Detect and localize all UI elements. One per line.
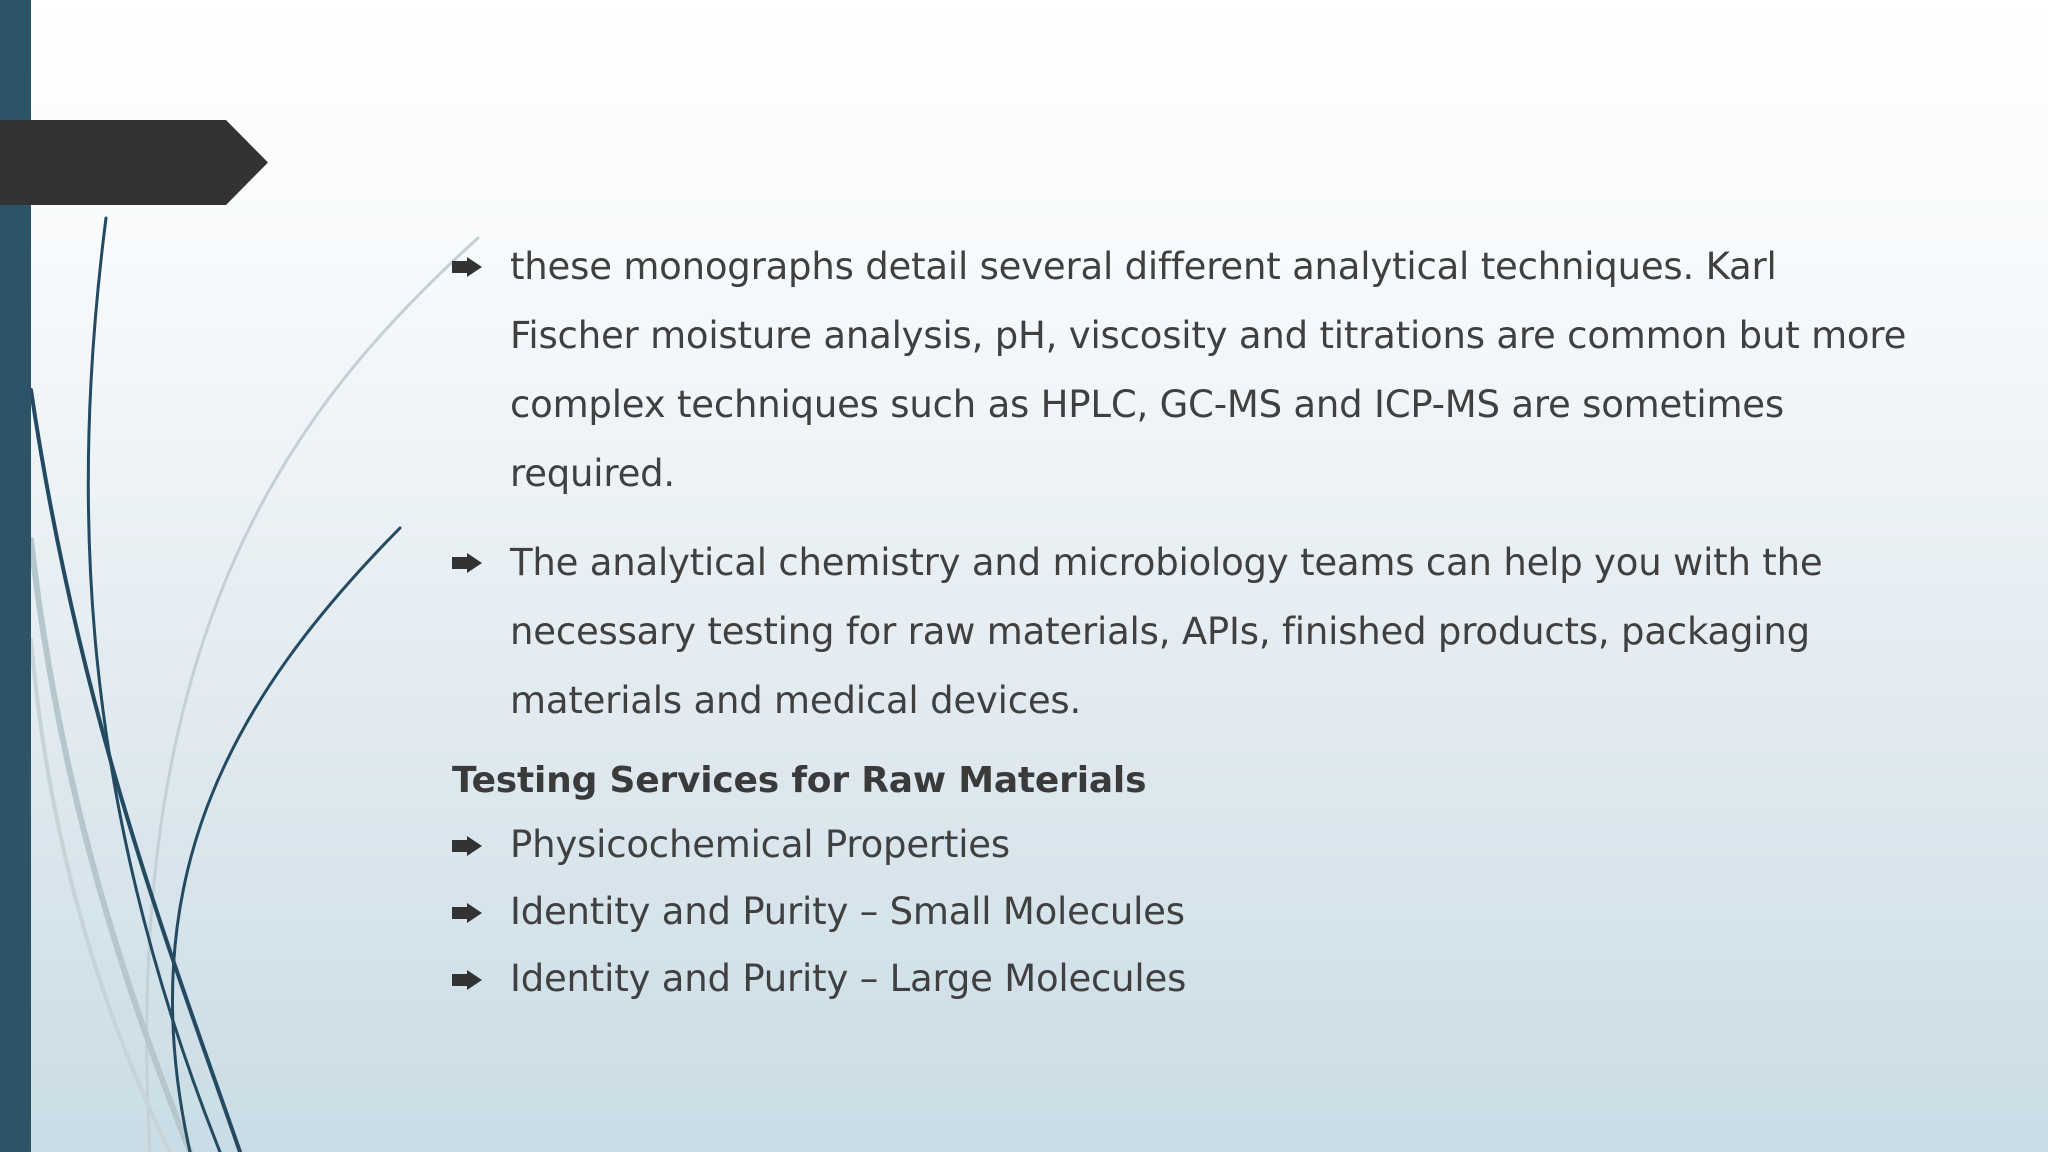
- list-item-text: Identity and Purity – Large Molecules: [510, 957, 1187, 1000]
- paragraph-list: [452, 232, 1912, 735]
- arrow-right-bullet-icon: [452, 811, 486, 880]
- arrow-right-bullet-icon: [452, 232, 486, 301]
- paragraph-text: The analytical chemistry and microbiology teams can help you with the necessary testing for raw materials, APIs, finished products, packaging materials and medical devices.: [510, 541, 1823, 722]
- arrow-right-bullet-icon: [452, 878, 486, 947]
- swoosh-dark-2: [31, 390, 240, 1152]
- list-item-text: Identity and Purity – Small Molecules: [510, 890, 1185, 933]
- section-heading: Testing Services for Raw Materials: [452, 760, 1147, 801]
- list-item-text: Physicochemical Properties: [510, 823, 1010, 866]
- title-tab-shape: [0, 120, 268, 205]
- arrow-right-bullet-icon: [452, 528, 486, 597]
- services-list: [452, 811, 1912, 1012]
- list-item: [452, 945, 1912, 1012]
- slide-content: [452, 232, 1912, 1012]
- swoosh-light-2: [31, 540, 190, 1152]
- swoosh-dark-1: [88, 218, 220, 1152]
- arrow-right-bullet-icon: [452, 945, 486, 1014]
- paragraph-item: [452, 232, 1912, 508]
- list-item: [452, 811, 1912, 878]
- paragraph-item: [452, 528, 1912, 735]
- list-item: [452, 878, 1912, 945]
- paragraph-text: these monographs detail several different analytical techniques. Karl Fischer moisture analysis, pH, viscosity and titrations are common but more complex techniques such as HPLC, GC-MS and ICP-MS are sometimes required.: [510, 245, 1907, 495]
- swoosh-light-1: [147, 238, 478, 1152]
